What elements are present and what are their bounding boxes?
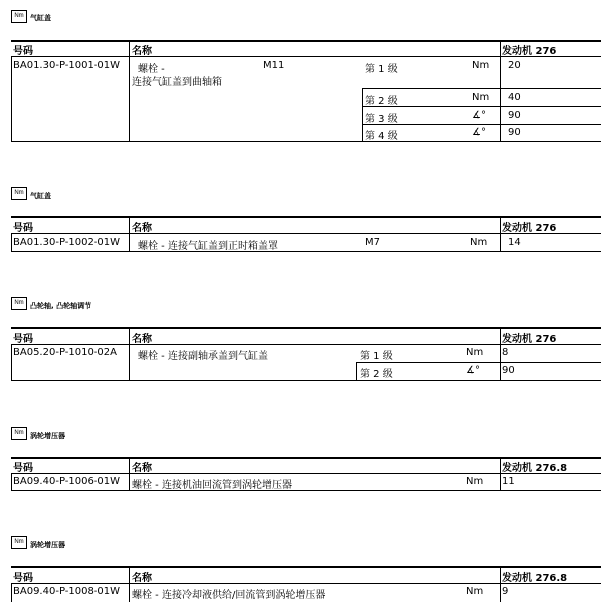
stage-value: 8: [502, 347, 509, 358]
header-engine: 发动机 276.8: [502, 573, 568, 584]
header-rule: [11, 56, 601, 57]
column-divider: [129, 216, 130, 251]
stage-label: 第 2 级: [360, 369, 393, 380]
row-name-line2: 连接气缸盖到曲轴箱: [132, 77, 222, 88]
header-engine: 发动机 276.8: [502, 463, 568, 474]
torque-nm-icon: Nm: [11, 297, 27, 310]
row-unit: Nm: [466, 476, 484, 487]
column-divider: [362, 88, 363, 141]
stage-unit: Nm: [472, 92, 490, 103]
header-rule: [11, 344, 601, 345]
column-divider: [129, 457, 130, 490]
row-size: M7: [365, 237, 380, 248]
table-border-left: [11, 473, 12, 490]
header-engine: 发动机 276: [502, 223, 557, 234]
stage-label: 第 4 级: [365, 131, 398, 142]
section-title: 涡轮增压器: [30, 432, 65, 440]
column-divider: [129, 327, 130, 380]
row-code: BA01.30-P-1001-01W: [13, 60, 121, 71]
row-name-line1: 螺栓 -: [138, 64, 165, 75]
row-rule: [362, 106, 601, 107]
torque-nm-icon: Nm: [11, 536, 27, 549]
column-divider: [356, 362, 357, 380]
stage-value: 20: [508, 60, 521, 71]
header-rule: [11, 233, 601, 234]
table-bottom-rule: [11, 380, 601, 381]
header-name: 名称: [132, 46, 152, 57]
column-divider: [500, 566, 501, 602]
stage-value: 40: [508, 92, 521, 103]
table-border-left: [11, 233, 12, 251]
header-engine: 发动机 276: [502, 46, 557, 57]
stage-label: 第 3 级: [365, 114, 398, 125]
column-divider: [129, 40, 130, 141]
column-divider: [500, 40, 501, 141]
row-name: 螺栓 - 连接机油回流管到涡轮增压器: [132, 480, 292, 491]
column-divider: [129, 566, 130, 602]
header-code: 号码: [13, 334, 33, 345]
table-top-rule: [11, 327, 601, 329]
stage-value: 90: [502, 365, 515, 376]
row-rule: [362, 124, 601, 125]
row-rule: [362, 88, 601, 89]
stage-unit: Nm: [472, 60, 490, 71]
table-border-left: [11, 344, 12, 380]
torque-nm-icon: Nm: [11, 427, 27, 440]
header-code: 号码: [13, 223, 33, 234]
row-value: 11: [502, 476, 515, 487]
column-divider: [500, 457, 501, 490]
row-value: 14: [508, 237, 521, 248]
row-value: 9: [502, 586, 509, 597]
row-unit: Nm: [470, 237, 488, 248]
header-engine: 发动机 276: [502, 334, 557, 345]
row-code: BA09.40-P-1008-01W: [13, 586, 121, 597]
header-name: 名称: [132, 573, 152, 584]
row-name: 螺栓 - 连接副轴承盖到气缸盖: [138, 351, 268, 362]
section-title: 气缸盖: [30, 192, 51, 200]
header-name: 名称: [132, 463, 152, 474]
row-rule: [356, 362, 601, 363]
angle-icon: ∡°: [472, 127, 486, 138]
column-divider: [500, 327, 501, 380]
header-name: 名称: [132, 223, 152, 234]
header-code: 号码: [13, 463, 33, 474]
column-divider: [500, 216, 501, 251]
header-rule: [11, 583, 601, 584]
table-top-rule: [11, 566, 601, 568]
table-border-left: [11, 583, 12, 602]
row-name: 螺栓 - 连接气缸盖到正时箱盖罩: [138, 241, 278, 252]
table-border-left: [11, 56, 12, 141]
row-code: BA01.30-P-1002-01W: [13, 237, 121, 248]
section-title: 凸轮轴, 凸轮轴调节: [30, 302, 92, 310]
table-bottom-rule: [11, 251, 601, 252]
section-title: 涡轮增压器: [30, 541, 65, 549]
header-rule: [11, 473, 601, 474]
section-title: 气缸盖: [30, 14, 51, 22]
row-size: M11: [263, 60, 285, 71]
stage-value: 90: [508, 110, 521, 121]
stage-label: 第 1 级: [365, 64, 398, 75]
row-code: BA09.40-P-1006-01W: [13, 476, 121, 487]
torque-nm-icon: Nm: [11, 10, 27, 23]
row-unit: Nm: [466, 586, 484, 597]
table-top-rule: [11, 216, 601, 218]
row-name: 螺栓 - 连接冷却液供给/回流管到涡轮增压器: [132, 590, 326, 601]
header-name: 名称: [132, 334, 152, 345]
stage-value: 90: [508, 127, 521, 138]
header-code: 号码: [13, 573, 33, 584]
stage-label: 第 1 级: [360, 351, 393, 362]
row-code: BA05.20-P-1010-02A: [13, 347, 117, 358]
angle-icon: ∡°: [472, 110, 486, 121]
angle-icon: ∡°: [466, 365, 480, 376]
header-code: 号码: [13, 46, 33, 57]
torque-nm-icon: Nm: [11, 187, 27, 200]
stage-unit: Nm: [466, 347, 484, 358]
table-bottom-rule: [11, 141, 601, 142]
table-bottom-rule: [11, 490, 601, 491]
stage-label: 第 2 级: [365, 96, 398, 107]
